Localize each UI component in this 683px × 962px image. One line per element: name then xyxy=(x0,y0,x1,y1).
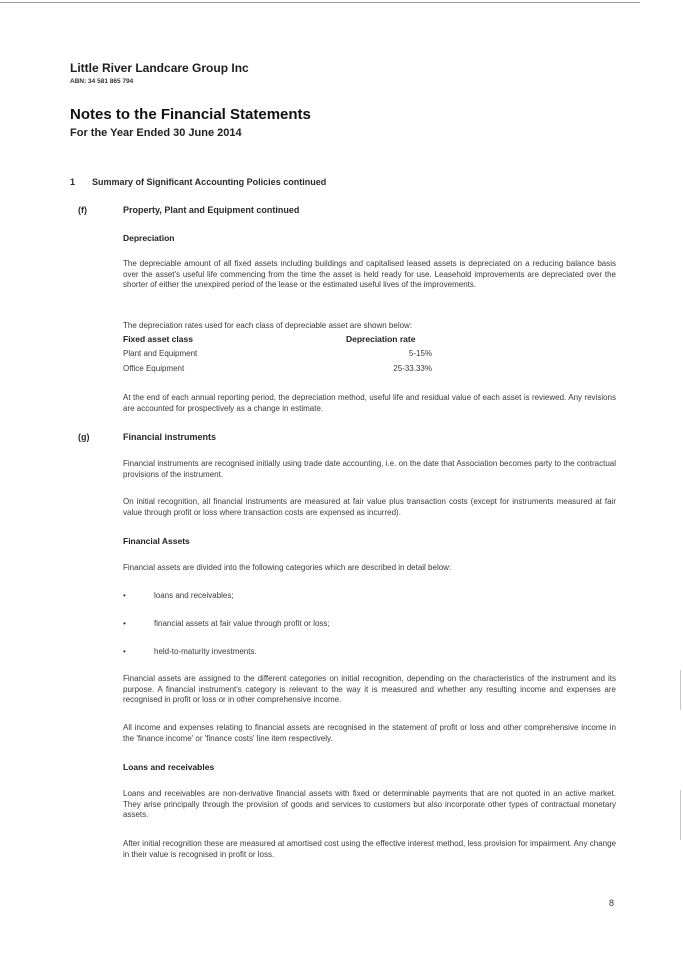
subsection-title-financial-instruments: Financial instruments xyxy=(123,432,217,442)
page-title: Notes to the Financial Statements xyxy=(70,106,311,123)
financial-assets-paragraph-1: Financial assets are assigned to the different categories on initial recognition, depending on the characteristics of the instrument and its purpose. A financial instrument's category is relevant to the way it is measured and whether any resulting income and expenses are recognised in profit or loss or in other comprehensive income. xyxy=(123,674,616,705)
loans-paragraph-2: After initial recognition these are measured at amortised cost using the effective interest method, less provision for impairment. Any change in their value is recognised in profit or loss. xyxy=(123,839,616,859)
subsection-label-g: (g) xyxy=(78,432,90,442)
depreciation-heading: Depreciation xyxy=(123,233,175,243)
rates-intro: The depreciation rates used for each class of depreciable asset are shown below: xyxy=(123,321,413,330)
list-item: loans and receivables; xyxy=(154,591,234,600)
review-paragraph: At the end of each annual reporting period, the depreciation method, useful life and residual value of each asset is reviewed. Any revisions are accounted for prospectively as a change in estimate. xyxy=(123,393,616,413)
organisation-name: Little River Landcare Group Inc xyxy=(70,61,249,75)
scan-edge-mark xyxy=(680,670,681,710)
financial-assets-intro: Financial assets are divided into the following categories which are described in detail below: xyxy=(123,563,452,572)
page-number: 8 xyxy=(609,898,615,908)
financial-assets-heading: Financial Assets xyxy=(123,536,190,546)
loans-paragraph-1: Loans and receivables are non-derivative financial assets with fixed or determinable payments that are not quoted in an active market. They arise principally through the provision of goods and services to customers but also incorporate other types of contractual monetary assets. xyxy=(123,789,616,820)
section-number: 1 xyxy=(70,177,76,187)
depreciation-paragraph: The depreciable amount of all fixed assets including buildings and capitalised leased assets is depreciated on a reducing balance basis over the asset's useful life commencing from the time the asset is held ready for use. Leasehold improvements are depreciated over the shorter of either the unexpired period of the lease or the estimated useful lives of the improvements. xyxy=(123,259,616,290)
bullet-marker: • xyxy=(123,647,126,656)
abn-number: ABN: 34 581 865 794 xyxy=(70,78,134,85)
subsection-label-f: (f) xyxy=(78,205,87,215)
list-item: financial assets at fair value through profit or loss; xyxy=(154,619,330,628)
table-cell-class: Plant and Equipment xyxy=(123,349,198,358)
table-cell-class: Office Equipment xyxy=(123,364,185,373)
financial-instruments-paragraph-1: Financial instruments are recognised initially using trade date accounting, i.e. on the date that Association becomes party to the contractual provisions of the instrument. xyxy=(123,459,616,479)
section-title: Summary of Significant Accounting Policies continued xyxy=(92,177,327,187)
financial-instruments-paragraph-2: On initial recognition, all financial instruments are measured at fair value plus transaction costs (except for instruments measured at fair value through profit or loss where transaction costs are expensed as incurred). xyxy=(123,497,616,517)
subsection-title-ppe: Property, Plant and Equipment continued xyxy=(123,205,300,215)
table-header-class: Fixed asset class xyxy=(123,334,193,344)
bullet-marker: • xyxy=(123,619,126,628)
top-rule xyxy=(0,2,640,3)
financial-assets-paragraph-2: All income and expenses relating to financial assets are recognised in the statement of profit or loss and other comprehensive income in the 'finance income' or 'finance costs' line item respectively. xyxy=(123,723,616,743)
scan-edge-mark xyxy=(680,790,681,840)
table-header-rate: Depreciation rate xyxy=(346,334,416,344)
bullet-marker: • xyxy=(123,591,126,600)
list-item: held-to-maturity investments. xyxy=(154,647,257,656)
table-cell-rate: 25-33.33% xyxy=(393,364,432,373)
table-cell-rate: 5-15% xyxy=(408,349,432,358)
page-subtitle: For the Year Ended 30 June 2014 xyxy=(70,127,242,139)
loans-heading: Loans and receivables xyxy=(123,762,215,772)
